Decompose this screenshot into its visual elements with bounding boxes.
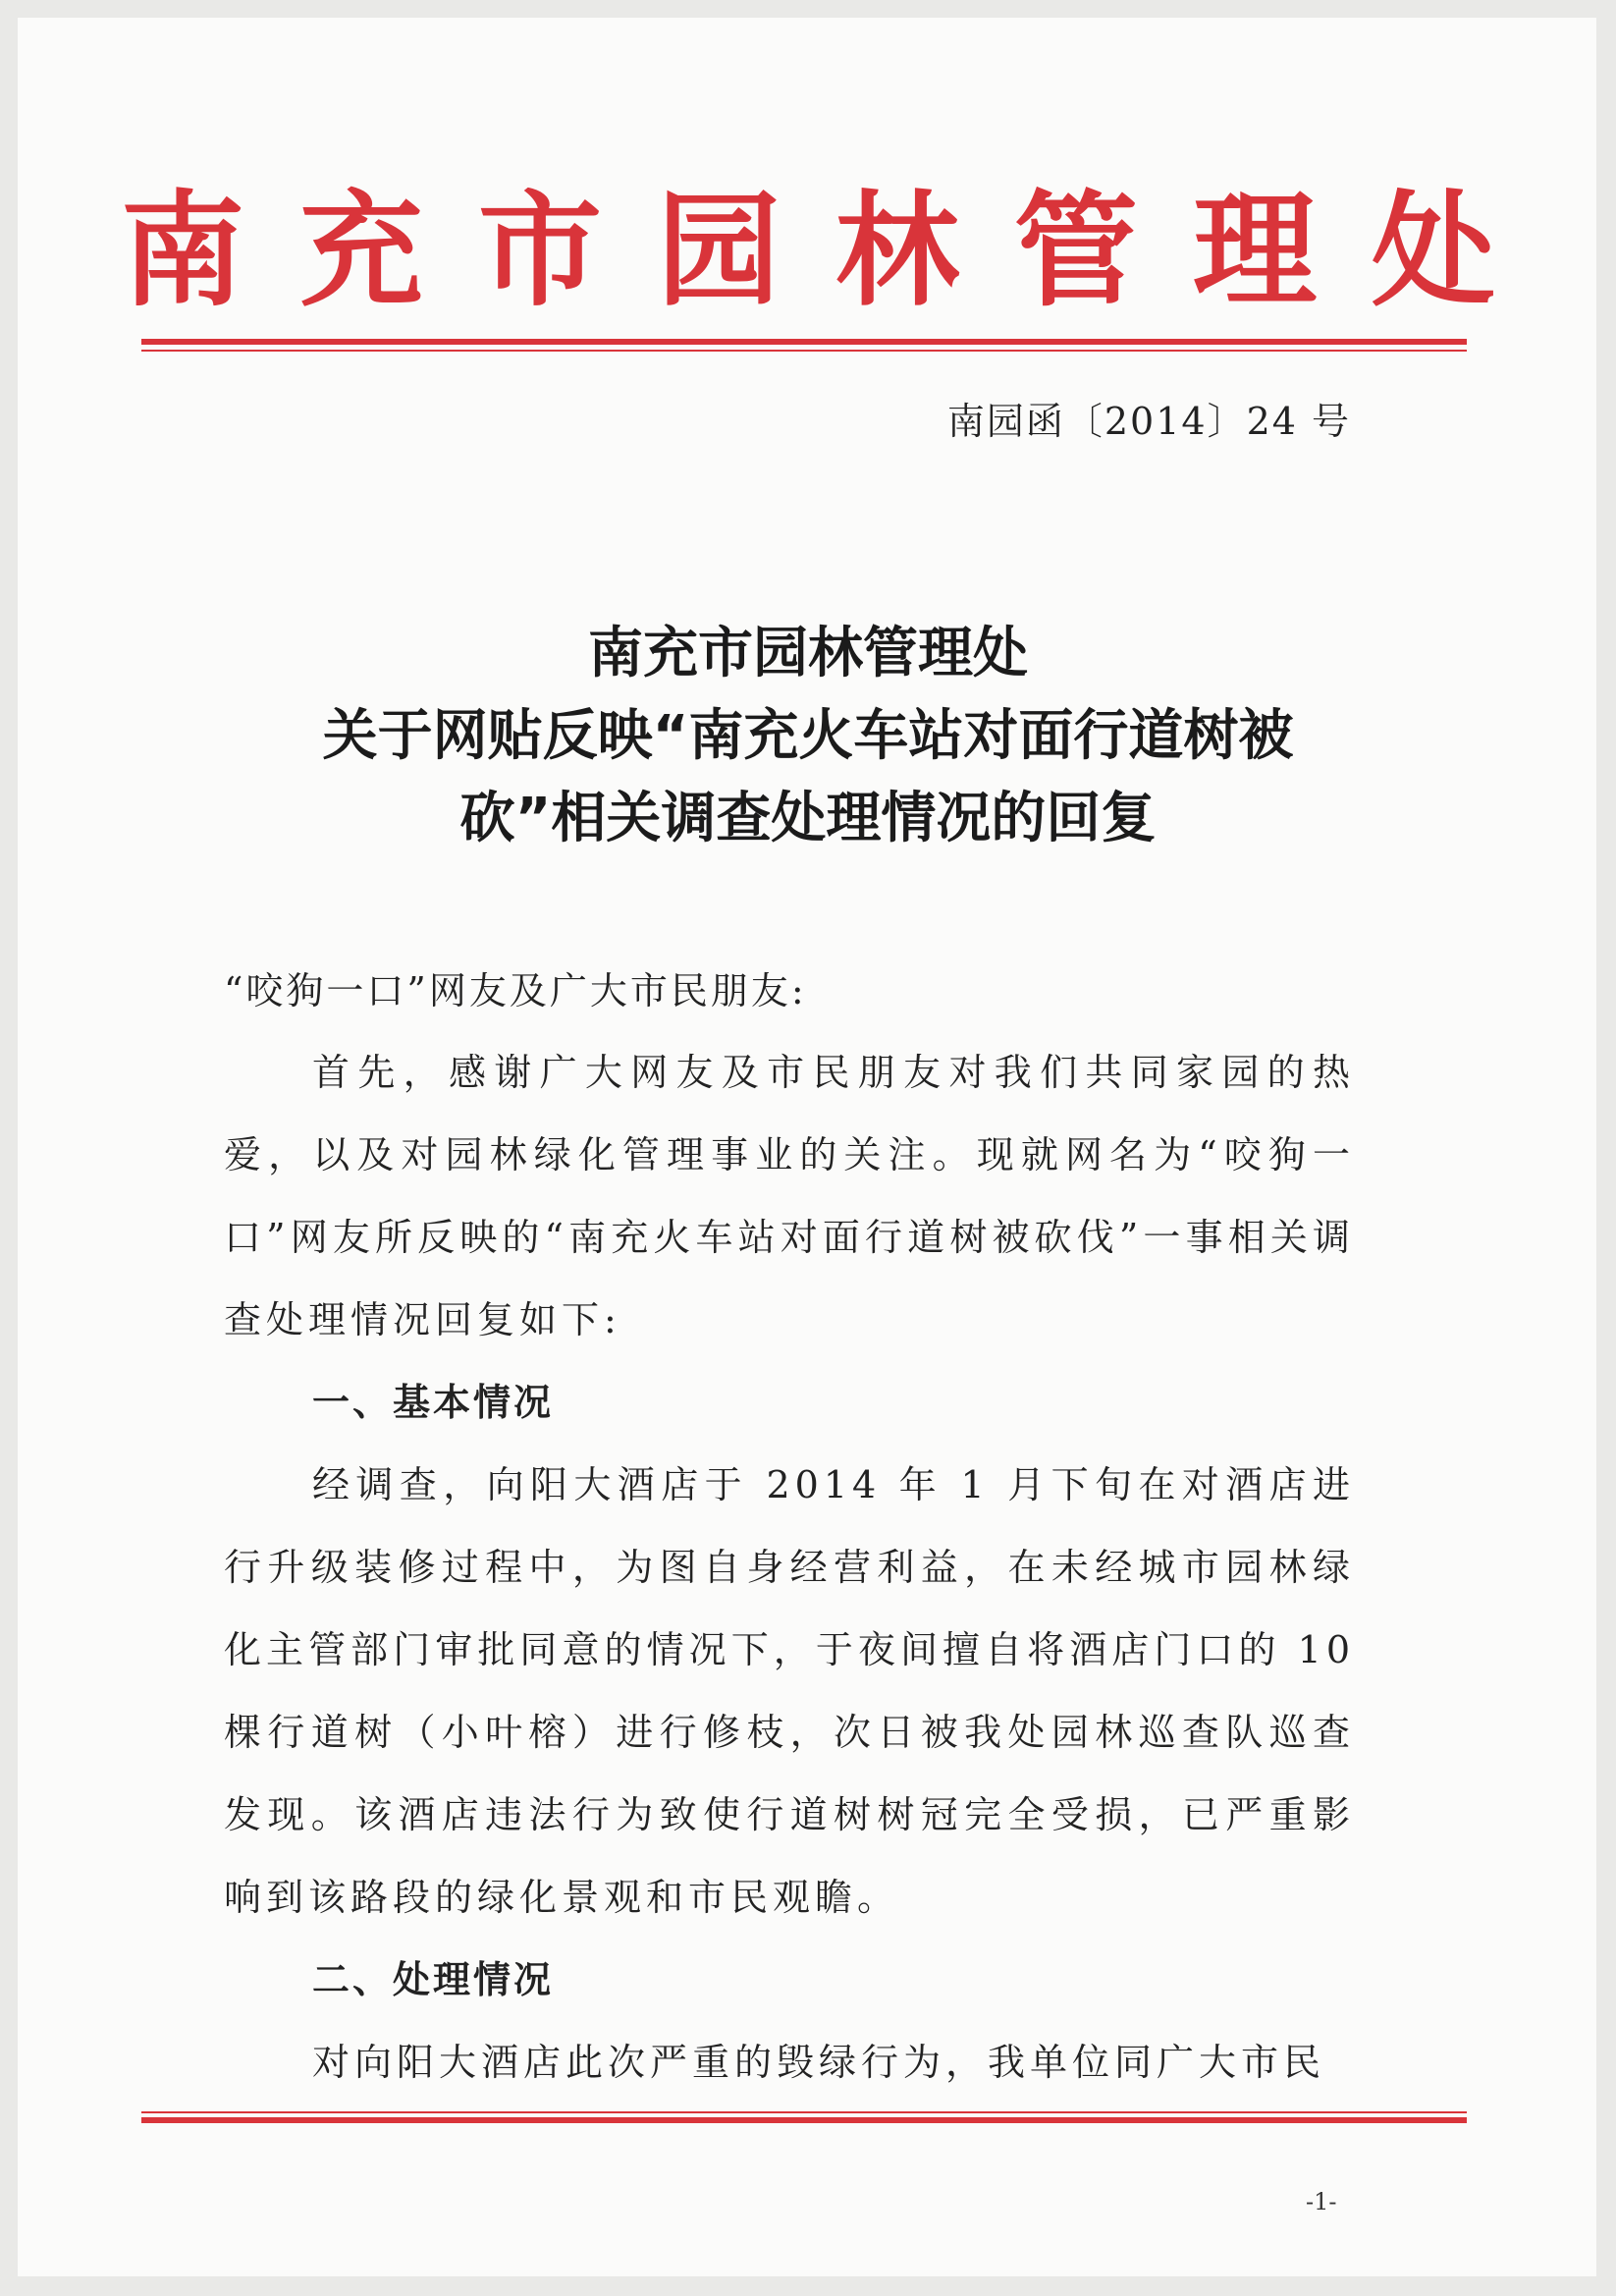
- letterhead-rule-thick: [141, 339, 1467, 345]
- section-2-paragraph: 对向阳大酒店此次严重的毁绿行为，我单位同广大市民: [312, 2041, 1326, 2084]
- section-1-paragraph: 经调查，向阳大酒店于 2014 年 1 月下旬在对酒店进行升级装修过程中，为图自身经营利益，在未经城市园林绿化主管部门审批同意的情况下，于夜间擅自将酒店门口的 10 棵行道树（小叶榕）进行修枝，次日被我处园林巡查队巡查发现。该酒店违法行为致使行道树树冠完全受损，已严重影响到该路段的绿化景观和市民观瞻。: [224, 1463, 1355, 1919]
- intro-paragraph: 首先，感谢广大网友及市民朋友对我们共同家园的热爱，以及对园林绿化管理事业的关注。现就网名为“咬狗一口”网友所反映的“南充火车站对面行道树被砍伐”一事相关调查处理情况回复如下:: [224, 1051, 1355, 1341]
- title-line-2: 关于网贴反映“南充火车站对面行道树被: [322, 704, 1294, 768]
- letterhead-org-name: 南充市园林管理处: [121, 178, 1550, 323]
- salutation: “咬狗一口”网友及广大市民朋友:: [224, 969, 807, 1012]
- letterhead-rule-thin: [141, 350, 1467, 352]
- title-line-3: 砍”相关调查处理情况的回复: [459, 787, 1157, 850]
- section-2-heading: 二、处理情况: [312, 1958, 555, 2001]
- title-line-1: 南充市园林管理处: [588, 622, 1028, 685]
- document-number: 南园函〔2014〕24 号: [946, 400, 1351, 443]
- footer-rule-thin: [141, 2111, 1467, 2113]
- footer-rule-thick: [141, 2117, 1467, 2123]
- letter-body: [224, 1031, 1355, 2104]
- section-1-heading: 一、基本情况: [312, 1381, 555, 1424]
- page-number: -1-: [1306, 2188, 1337, 2215]
